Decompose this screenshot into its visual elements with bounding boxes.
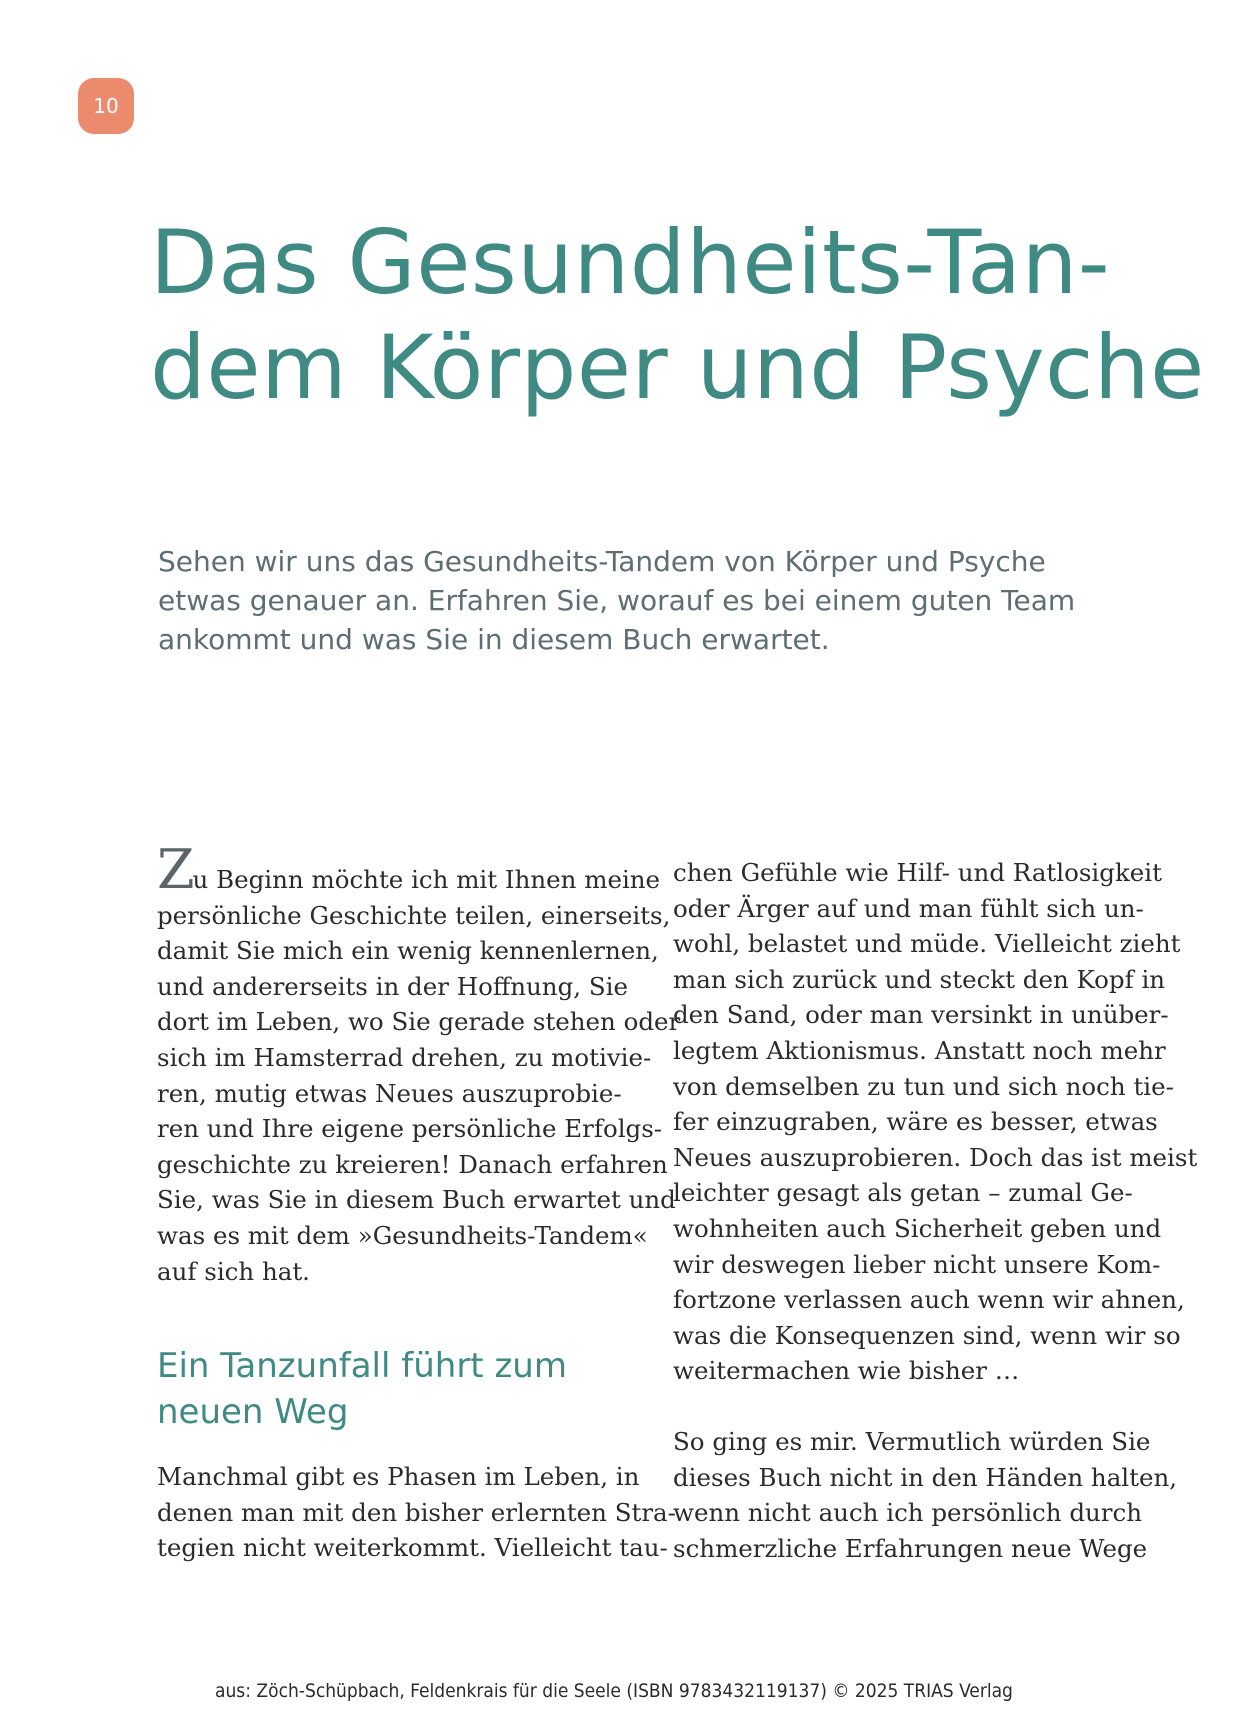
continued-paragraph <box>673 855 1198 1389</box>
text-line: tegien nicht weiterkommt. Vielleicht tau- <box>157 1533 668 1563</box>
text-line: sich im Hamsterrad drehen, zu motivie- <box>157 1042 652 1072</box>
text-line: dort im Leben, wo Sie gerade stehen oder <box>157 1007 681 1037</box>
text-line: Neues auszuprobieren. Doch das ist meist <box>673 1142 1198 1172</box>
text-line: auf sich hat. <box>157 1256 310 1286</box>
text-line: ren, mutig etwas Neues auszuprobie- <box>157 1078 622 1108</box>
text-line: legtem Aktionismus. Anstatt noch mehr <box>673 1035 1166 1065</box>
opening-paragraph <box>157 838 681 1289</box>
text-line: chen Gefühle wie Hilf- und Ratlosigkeit <box>673 858 1162 887</box>
text-line: persönliche Geschichte teilen, einerseits, <box>157 900 671 930</box>
text-line: den Sand, oder man versinkt in unüber- <box>673 1000 1169 1030</box>
page-number: 10 <box>93 94 119 118</box>
text-line: oder Ärger auf und man fühlt sich un- <box>673 893 1144 923</box>
paragraph <box>673 1424 1178 1566</box>
text-line: So ging es mir. Vermutlich würden Sie <box>673 1426 1151 1456</box>
section-subheading <box>157 1343 657 1435</box>
intro-line: ankommt und was Sie in diesem Buch erwartet. <box>158 623 830 656</box>
text-line: fer einzugraben, wäre es besser, etwas <box>673 1107 1158 1137</box>
text-line: weitermachen wie bisher … <box>673 1356 1020 1386</box>
text-line: was die Konsequenzen sind, wenn wir so <box>673 1320 1181 1350</box>
chapter-title-line: dem Körper und Psyche <box>150 316 1205 419</box>
text-line: Manchmal gibt es Phasen im Leben, in <box>157 1462 640 1492</box>
text-line: denen man mit den bisher erlernten Stra- <box>157 1497 676 1527</box>
drop-cap: Z <box>157 838 193 901</box>
text-line: wohnheiten auch Sicherheit geben und <box>673 1213 1162 1243</box>
text-line: schmerzliche Erfahrungen neue Wege <box>673 1533 1148 1563</box>
text-line: geschichte zu kreieren! Danach erfahren <box>157 1149 668 1179</box>
text-line: von demselben zu tun und sich noch tie- <box>673 1071 1174 1101</box>
intro-line: etwas genauer an. Erfahren Sie, worauf es bei einem guten Team <box>158 584 1076 617</box>
text-line: was es mit dem »Gesundheits-Tandem« <box>157 1220 648 1250</box>
text-line: wenn nicht auch ich persönlich durch <box>673 1498 1142 1528</box>
page-number-badge <box>78 78 134 134</box>
text-line: leichter gesagt als getan – zumal Ge- <box>673 1178 1133 1208</box>
intro-line: Sehen wir uns das Gesundheits-Tandem von Körper und Psyche <box>158 545 1046 578</box>
subheading-line: Ein Tanzunfall führt zum <box>157 1346 567 1387</box>
text-line: fortzone verlassen auch wenn wir ahnen, <box>673 1285 1185 1315</box>
subheading-line: neuen Weg <box>157 1392 349 1433</box>
text-line: man sich zurück und steckt den Kopf in <box>673 964 1166 994</box>
text-line: wir deswegen lieber nicht unsere Kom- <box>673 1249 1161 1279</box>
text-line <box>157 838 661 901</box>
text-line: wohl, belastet und müde. Vielleicht zieht <box>673 929 1181 959</box>
chapter-title <box>150 210 1210 420</box>
text-line: dieses Buch nicht in den Händen halten, <box>673 1462 1178 1492</box>
text-line: und andererseits in der Hoffnung, Sie <box>157 971 628 1001</box>
section-paragraph <box>157 1459 676 1566</box>
text-line: ren und Ihre eigene persönliche Erfolgs- <box>157 1114 663 1144</box>
text-line: damit Sie mich ein wenig kennenlernen, <box>157 936 659 966</box>
text-line-rest: u Beginn möchte ich mit Ihnen meine <box>192 865 661 894</box>
chapter-intro <box>158 542 1158 659</box>
right-column <box>673 855 1198 1566</box>
paragraph-gap <box>673 1389 1173 1424</box>
left-column <box>157 838 681 1566</box>
text-line: Sie, was Sie in diesem Buch erwartet und <box>157 1185 676 1215</box>
source-footer: aus: Zöch-Schüpbach, Feldenkrais für die Seele (ISBN 9783432119137) © 2025 TRIAS Verlag <box>215 1680 1013 1702</box>
chapter-title-line: Das Gesundheits-Tan- <box>150 211 1111 314</box>
